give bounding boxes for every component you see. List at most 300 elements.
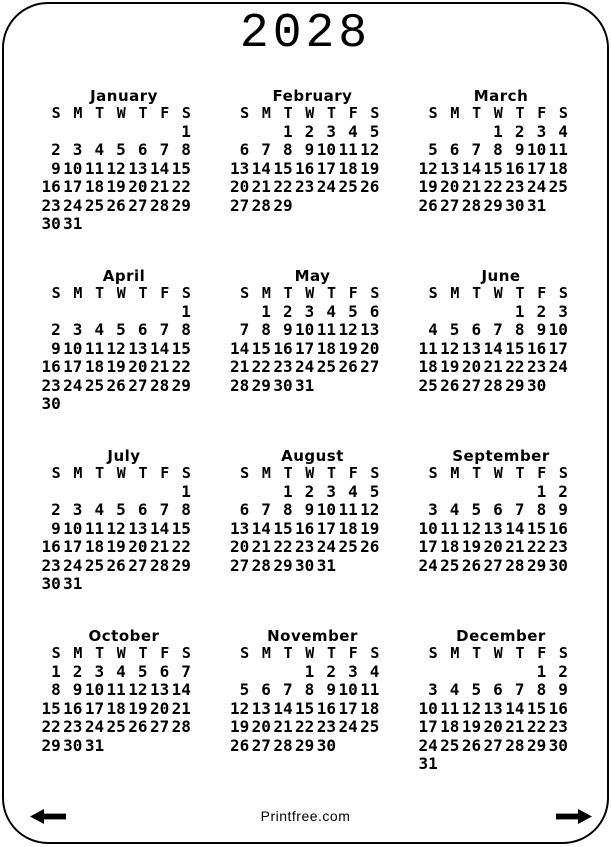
date-cell: 13	[229, 159, 250, 178]
date-cell: 11	[84, 339, 105, 358]
weekday-header: S	[370, 284, 380, 302]
empty-cell	[360, 737, 382, 756]
date-cell: 25	[440, 556, 460, 575]
date-cell: 5	[116, 501, 126, 519]
date-cell: 11	[548, 141, 568, 159]
date-cell: 21	[149, 178, 170, 196]
date-cell: 11	[338, 141, 358, 159]
date-cell: 3	[326, 482, 337, 501]
date-cell: 28	[461, 196, 482, 215]
date-cell: 6	[137, 321, 148, 339]
empty-cell	[106, 483, 128, 502]
date-cell: 17	[548, 339, 568, 358]
date-cell: 19	[106, 358, 126, 376]
week-row	[41, 160, 193, 179]
date-cell: 10	[63, 339, 83, 358]
date-cell: 29	[526, 556, 547, 575]
date-cell: 22	[273, 538, 293, 556]
weekday-header-row	[418, 464, 570, 483]
week-row	[230, 141, 382, 160]
date-cell: 1	[261, 302, 271, 321]
date-cell: 25	[418, 376, 438, 395]
date-cell: 25	[360, 718, 380, 736]
empty-cell	[150, 215, 172, 234]
empty-cell	[251, 483, 273, 502]
empty-cell	[150, 303, 172, 322]
date-cell: 1	[304, 662, 315, 681]
weekday-header: S	[428, 464, 438, 482]
date-cell: 20	[251, 718, 271, 736]
week-row	[230, 160, 382, 179]
date-cell: 5	[239, 681, 250, 699]
date-cell: 6	[261, 681, 271, 699]
date-cell: 4	[449, 681, 460, 699]
date-cell: 28	[273, 736, 293, 755]
empty-cell	[316, 377, 338, 396]
empty-cell	[251, 663, 273, 682]
month-december	[418, 628, 570, 774]
date-cell: 11	[84, 159, 105, 178]
date-cell: 24	[63, 556, 83, 575]
date-cell: 20	[483, 718, 503, 736]
empty-cell	[230, 663, 252, 682]
weekday-header: M	[261, 284, 271, 302]
date-cell: 3	[536, 122, 547, 141]
empty-cell	[171, 215, 193, 234]
date-cell: 20	[483, 538, 503, 556]
empty-cell	[505, 483, 527, 502]
date-cell: 6	[137, 501, 148, 519]
weekday-header: T	[515, 284, 525, 302]
date-cell: 8	[181, 321, 191, 339]
week-row	[418, 358, 570, 377]
date-cell: 9	[558, 501, 568, 519]
weekday-header: S	[51, 464, 61, 482]
empty-cell	[128, 303, 150, 322]
week-row	[418, 123, 570, 142]
date-cell: 22	[483, 178, 503, 196]
weekday-header: S	[428, 644, 438, 662]
date-cell: 23	[273, 358, 293, 376]
weekday-header: T	[326, 284, 337, 302]
weekday-header: W	[116, 284, 126, 302]
week-row	[41, 483, 193, 502]
empty-cell	[483, 663, 505, 682]
week-row	[418, 520, 570, 539]
weekday-header-row	[41, 644, 193, 663]
date-cell: 23	[41, 376, 61, 395]
date-cell: 31	[418, 755, 438, 773]
date-cell: 26	[440, 376, 460, 395]
weekday-header: S	[51, 284, 61, 302]
weekday-header-row	[230, 104, 382, 123]
weekday-header-row	[41, 464, 193, 483]
weekday-header: T	[138, 284, 148, 302]
weekday-header: S	[51, 644, 61, 662]
empty-cell	[418, 303, 440, 322]
date-cell: 28	[229, 376, 250, 395]
date-cell: 30	[548, 556, 568, 575]
date-cell: 18	[548, 159, 568, 178]
date-cell: 3	[326, 122, 337, 141]
date-cell: 26	[461, 736, 482, 755]
date-cell: 23	[505, 178, 525, 196]
date-cell: 23	[63, 718, 83, 736]
date-cell: 1	[282, 122, 293, 141]
date-cell: 11	[418, 339, 438, 358]
date-cell: 6	[159, 662, 170, 681]
empty-cell	[418, 663, 440, 682]
date-cell: 30	[41, 395, 61, 413]
empty-cell	[338, 737, 360, 756]
week-row	[230, 340, 382, 359]
week-row	[41, 718, 193, 737]
date-cell: 1	[514, 302, 525, 321]
date-cell: 2	[282, 302, 293, 321]
date-cell: 25	[84, 556, 105, 575]
week-row	[418, 755, 570, 774]
date-cell: 15	[505, 339, 525, 358]
date-cell: 1	[536, 662, 547, 681]
date-cell: 20	[360, 339, 380, 358]
week-row	[41, 737, 193, 756]
date-cell: 9	[72, 681, 83, 699]
date-cell: 30	[41, 215, 61, 233]
week-row	[418, 303, 570, 322]
date-cell: 21	[483, 358, 503, 376]
week-row	[41, 575, 193, 594]
date-cell: 16	[548, 699, 568, 718]
date-cell: 11	[440, 519, 460, 538]
date-cell: 30	[295, 556, 315, 575]
date-cell: 15	[251, 339, 271, 358]
date-cell: 13	[483, 699, 503, 718]
empty-cell	[84, 575, 106, 594]
date-cell: 26	[338, 358, 358, 376]
date-cell: 10	[316, 501, 337, 519]
date-cell: 19	[360, 519, 380, 538]
date-cell: 5	[116, 321, 126, 339]
empty-cell	[548, 755, 570, 774]
date-cell: 16	[548, 519, 568, 538]
month-title: December	[456, 627, 546, 645]
weekday-header: T	[283, 644, 293, 662]
date-cell: 29	[251, 376, 271, 395]
empty-cell	[461, 483, 483, 502]
date-cell: 28	[505, 736, 525, 755]
date-cell: 14	[273, 699, 293, 718]
date-cell: 25	[106, 718, 126, 736]
weekday-header: M	[450, 104, 460, 122]
week-row	[230, 681, 382, 700]
date-cell: 24	[63, 196, 83, 215]
empty-cell	[63, 303, 85, 322]
date-cell: 24	[418, 736, 438, 755]
date-cell: 13	[483, 519, 503, 538]
weekday-header: T	[95, 464, 105, 482]
date-cell: 26	[106, 376, 126, 395]
month-september	[418, 448, 570, 594]
date-cell: 22	[505, 358, 525, 376]
date-cell: 8	[514, 321, 525, 339]
date-cell: 8	[282, 501, 293, 519]
date-cell: 3	[94, 662, 105, 681]
date-cell: 9	[326, 681, 337, 699]
date-cell: 10	[526, 141, 547, 159]
date-cell: 7	[159, 321, 170, 339]
empty-cell	[461, 663, 483, 682]
date-cell: 15	[273, 519, 293, 538]
date-cell: 28	[149, 556, 170, 575]
date-cell: 25	[338, 178, 358, 196]
week-row	[41, 358, 193, 377]
empty-cell	[171, 575, 193, 594]
date-cell: 16	[505, 159, 525, 178]
date-cell: 14	[229, 339, 250, 358]
week-row	[230, 718, 382, 737]
week-row	[41, 340, 193, 359]
empty-cell	[360, 557, 382, 576]
date-cell: 28	[483, 376, 503, 395]
weekday-header: F	[348, 644, 358, 662]
empty-cell	[106, 123, 128, 142]
date-cell: 4	[558, 122, 568, 141]
month-title: April	[102, 267, 146, 285]
date-cell: 5	[369, 122, 380, 141]
date-cell: 16	[295, 159, 315, 178]
date-cell: 10	[84, 681, 105, 699]
date-cell: 2	[304, 482, 315, 501]
weekday-header: T	[515, 464, 525, 482]
empty-cell	[150, 483, 172, 502]
date-cell: 19	[106, 178, 126, 196]
weekday-header: S	[240, 284, 250, 302]
week-row	[418, 557, 570, 576]
week-row	[418, 718, 570, 737]
date-cell: 18	[84, 358, 105, 376]
weekday-header: W	[305, 644, 315, 662]
empty-cell	[84, 123, 106, 142]
weekday-header: M	[261, 104, 271, 122]
date-cell: 28	[505, 556, 525, 575]
weekday-header: T	[472, 644, 482, 662]
date-cell: 17	[63, 178, 83, 196]
empty-cell	[418, 483, 440, 502]
date-cell: 2	[72, 662, 83, 681]
weekday-header: T	[95, 104, 105, 122]
weekday-header: W	[493, 644, 503, 662]
weekday-header: F	[348, 284, 358, 302]
date-cell: 25	[84, 376, 105, 395]
date-cell: 21	[171, 699, 191, 718]
empty-cell	[527, 755, 549, 774]
date-cell: 13	[149, 681, 170, 699]
month-title: February	[272, 87, 353, 105]
date-cell: 17	[63, 358, 83, 376]
empty-cell	[483, 303, 505, 322]
empty-cell	[63, 123, 85, 142]
date-cell: 20	[149, 699, 170, 718]
date-cell: 6	[449, 141, 460, 159]
empty-cell	[548, 197, 570, 216]
weekday-header-row	[41, 104, 193, 123]
date-cell: 18	[440, 538, 460, 556]
weekday-header: F	[160, 464, 170, 482]
week-row	[41, 123, 193, 142]
date-cell: 3	[558, 302, 568, 321]
weekday-header: S	[370, 464, 380, 482]
date-cell: 4	[116, 662, 126, 681]
date-cell: 16	[63, 699, 83, 718]
date-cell: 12	[106, 519, 126, 538]
weekday-header: F	[537, 644, 547, 662]
date-cell: 5	[449, 321, 460, 339]
empty-cell	[106, 215, 128, 234]
date-cell: 27	[483, 556, 503, 575]
weekday-header: S	[370, 104, 380, 122]
date-cell: 14	[149, 519, 170, 538]
weekday-header: F	[160, 104, 170, 122]
date-cell: 27	[229, 196, 250, 215]
weekday-header: S	[558, 284, 568, 302]
empty-cell	[84, 483, 106, 502]
date-cell: 15	[295, 699, 315, 718]
date-cell: 20	[128, 178, 148, 196]
date-cell: 23	[41, 196, 61, 215]
date-cell: 1	[493, 122, 503, 141]
date-cell: 22	[171, 178, 191, 196]
week-row	[418, 700, 570, 719]
date-cell: 5	[137, 662, 148, 681]
month-title: August	[281, 447, 344, 465]
date-cell: 27	[229, 556, 250, 575]
empty-cell	[230, 483, 252, 502]
date-cell: 1	[536, 482, 547, 501]
date-cell: 7	[282, 681, 293, 699]
date-cell: 5	[428, 141, 438, 159]
date-cell: 16	[526, 339, 547, 358]
weekday-header: S	[240, 464, 250, 482]
date-cell: 26	[128, 718, 148, 736]
date-cell: 29	[295, 736, 315, 755]
month-february	[230, 88, 382, 234]
empty-cell	[338, 377, 360, 396]
date-cell: 19	[106, 538, 126, 556]
date-cell: 29	[526, 736, 547, 755]
date-cell: 13	[461, 339, 482, 358]
date-cell: 7	[493, 321, 503, 339]
date-cell: 23	[548, 718, 568, 736]
date-cell: 26	[360, 178, 380, 196]
empty-cell	[360, 377, 382, 396]
empty-cell	[63, 395, 85, 414]
weekday-header: T	[326, 104, 337, 122]
date-cell: 26	[360, 538, 380, 556]
empty-cell	[106, 737, 128, 756]
date-cell: 18	[360, 699, 380, 718]
date-cell: 12	[106, 339, 126, 358]
date-cell: 4	[428, 321, 438, 339]
date-cell: 18	[316, 339, 337, 358]
date-cell: 3	[428, 681, 438, 699]
date-cell: 4	[94, 321, 105, 339]
date-cell: 2	[326, 662, 337, 681]
date-cell: 23	[41, 556, 61, 575]
date-cell: 27	[128, 376, 148, 395]
empty-cell	[150, 737, 172, 756]
date-cell: 13	[440, 159, 460, 178]
date-cell: 30	[526, 376, 547, 395]
week-row	[230, 700, 382, 719]
date-cell: 31	[84, 736, 105, 755]
date-cell: 18	[338, 519, 358, 538]
date-cell: 7	[261, 141, 271, 159]
date-cell: 21	[505, 538, 525, 556]
date-cell: 2	[51, 141, 61, 159]
year-title: 2028	[239, 7, 372, 61]
date-cell: 26	[461, 556, 482, 575]
date-cell: 9	[51, 159, 61, 178]
week-row	[230, 520, 382, 539]
date-cell: 29	[483, 196, 503, 215]
weekday-header-row	[41, 284, 193, 303]
date-cell: 30	[316, 736, 337, 755]
date-cell: 14	[171, 681, 191, 699]
date-cell: 22	[171, 538, 191, 556]
date-cell: 24	[338, 718, 358, 736]
month-october	[41, 628, 193, 774]
date-cell: 12	[106, 159, 126, 178]
date-cell: 29	[273, 556, 293, 575]
date-cell: 6	[493, 681, 503, 699]
date-cell: 15	[483, 159, 503, 178]
date-cell: 6	[471, 321, 482, 339]
weekday-header: M	[261, 464, 271, 482]
date-cell: 2	[558, 482, 568, 501]
weekday-header: M	[261, 644, 271, 662]
date-cell: 1	[282, 482, 293, 501]
empty-cell	[150, 395, 172, 414]
month-march	[418, 88, 570, 234]
date-cell: 6	[493, 501, 503, 519]
week-row	[41, 520, 193, 539]
date-cell: 26	[106, 556, 126, 575]
weekday-header: T	[515, 104, 525, 122]
date-cell: 10	[295, 321, 315, 339]
weekday-header: S	[370, 644, 380, 662]
date-cell: 1	[181, 122, 191, 141]
empty-cell	[41, 123, 63, 142]
weekday-header: S	[558, 104, 568, 122]
date-cell: 15	[171, 159, 191, 178]
date-cell: 24	[526, 178, 547, 196]
week-row	[418, 197, 570, 216]
weekday-header: W	[116, 464, 126, 482]
date-cell: 8	[536, 501, 547, 519]
date-cell: 26	[229, 736, 250, 755]
date-cell: 16	[41, 538, 61, 556]
date-cell: 29	[505, 376, 525, 395]
empty-cell	[84, 395, 106, 414]
week-row	[230, 538, 382, 557]
date-cell: 24	[316, 538, 337, 556]
date-cell: 22	[171, 358, 191, 376]
weekday-header: W	[116, 104, 126, 122]
weekday-header: T	[95, 284, 105, 302]
date-cell: 8	[536, 681, 547, 699]
date-cell: 8	[304, 681, 315, 699]
right-arrow-icon[interactable]	[556, 809, 592, 824]
